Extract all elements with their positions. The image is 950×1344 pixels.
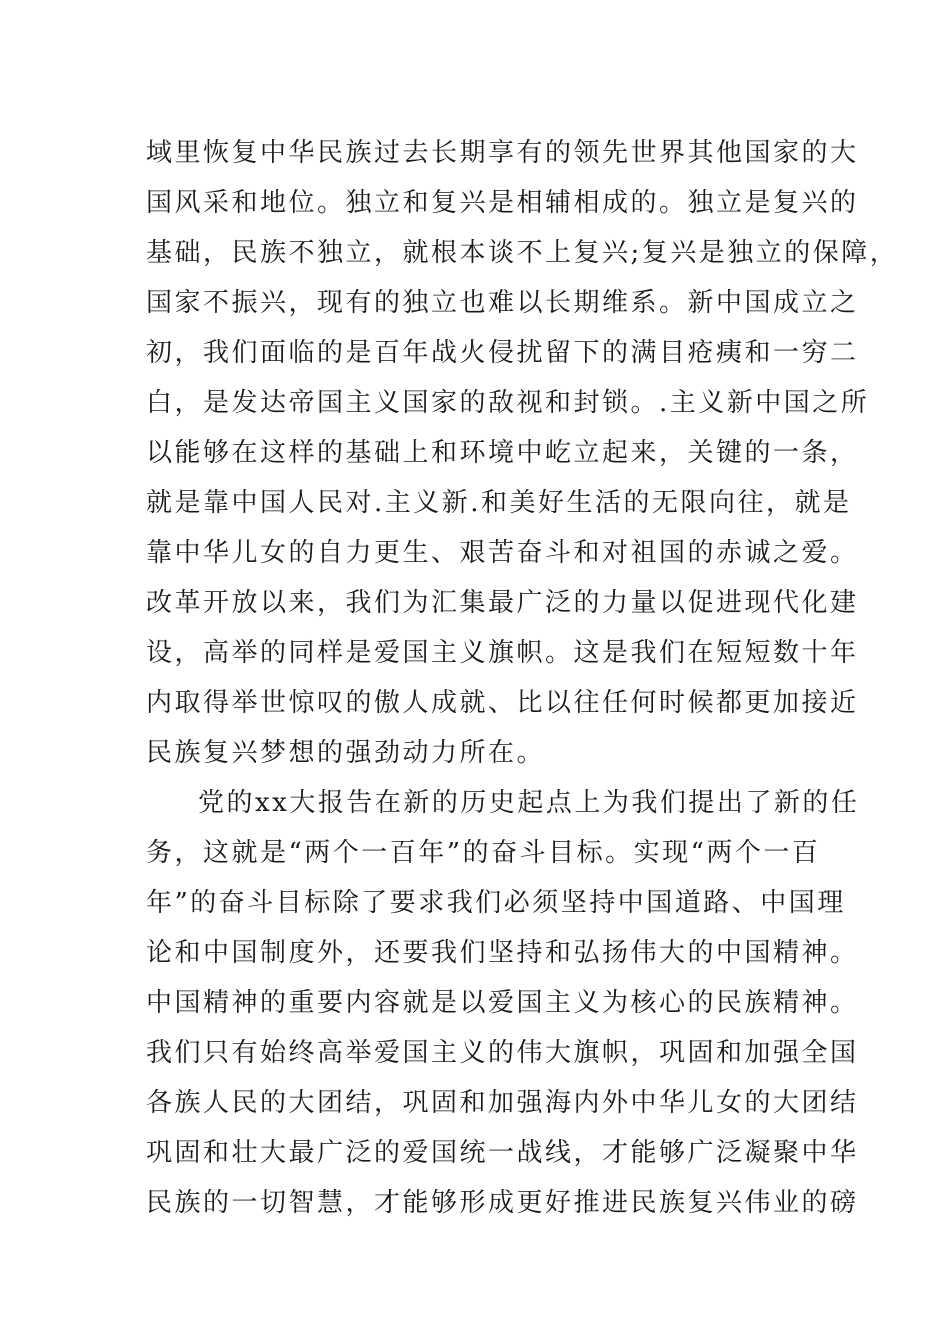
text-line: 民族复兴梦想的强劲动力所在。 (146, 738, 546, 768)
text-line: 各族人民的大团结，巩固和加强海内外中华儿女的大团结 (146, 1088, 859, 1118)
paragraph-start-line: 党的xx大报告在新的历史起点上为我们提出了新的任 (198, 788, 860, 818)
text-line: 就是靠中国人民对.主义新.和美好生活的无限向往，就是 (146, 488, 852, 518)
text-line: 白，是发达帝国主义国家的敌视和封锁。.主义新中国之所 (146, 388, 870, 418)
text-line: 中国精神的重要内容就是以爱国主义为核心的民族精神。 (146, 988, 859, 1018)
text-line: 论和中国制度外，还要我们坚持和弘扬伟大的中国精神。 (146, 938, 859, 968)
text-line: 域里恢复中华民族过去长期享有的领先世界其他国家的大 (146, 138, 859, 168)
text-line: 民族的一切智慧，才能够形成更好推进民族复兴伟业的磅 (146, 1188, 859, 1218)
text-line: 国家不振兴，现有的独立也难以长期维系。新中国成立之 (146, 288, 859, 318)
text-line: 改革开放以来，我们为汇集最广泛的力量以促进现代化建 (146, 588, 859, 618)
text-line: 国风采和地位。独立和复兴是相辅相成的。独立是复兴的 (146, 188, 859, 218)
text-line: 我们只有始终高举爱国主义的伟大旗帜，巩固和加强全国 (146, 1038, 859, 1068)
body-text (146, 128, 899, 1228)
text-line: 巩固和壮大最广泛的爱国统一战线，才能够广泛凝聚中华 (146, 1138, 859, 1168)
text-line: 务，这就是“两个一百年”的奋斗目标。实现“两个一百 (146, 838, 821, 868)
text-line: 设，高举的同样是爱国主义旗帜。这是我们在短短数十年 (146, 638, 859, 668)
text-line: 内取得举世惊叹的傲人成就、比以往任何时候都更加接近 (146, 688, 859, 718)
text-line: 基础，民族不独立，就根本谈不上复兴;复兴是独立的保障， (146, 238, 899, 268)
text-line: 靠中华儿女的自力更生、艰苦奋斗和对祖国的赤诚之爱。 (146, 538, 859, 568)
text-line: 以能够在这样的基础上和环境中屹立起来，关键的一条， (146, 438, 859, 468)
text-line: 初，我们面临的是百年战火侵扰留下的满目疮痍和一穷二 (146, 338, 859, 368)
text-line: 年”的奋斗目标除了要求我们必须坚持中国道路、中国理 (146, 888, 846, 918)
